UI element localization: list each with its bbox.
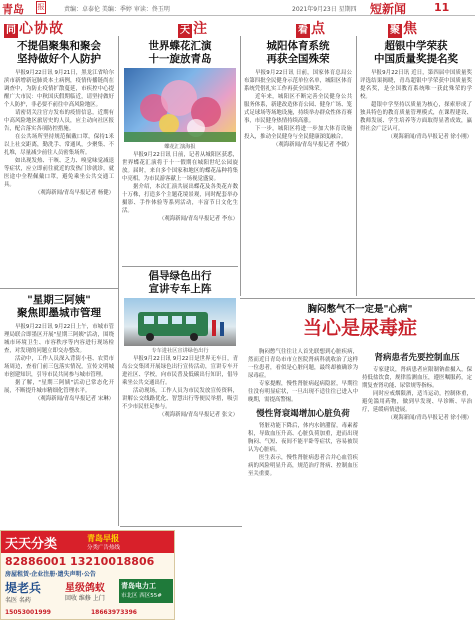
article-chengyang-sports bbox=[244, 40, 352, 149]
editor-info: 责编：卓泰伦 美编：季婷 审读：佟玉明 bbox=[64, 6, 170, 13]
banner-tianzhu: 天 注 bbox=[180, 21, 208, 37]
feature-kicker: 胸闷憋气不一定是"心病" bbox=[307, 304, 413, 315]
paragraph: 活动现场，工作人员为市民发放宣传资料，讲解公交线路优化、智慧出行等便民举措，吸引不少市民驻足参与。 bbox=[122, 388, 238, 410]
ad-left-title: 堤老兵 bbox=[5, 581, 42, 595]
classified-ad bbox=[0, 530, 175, 620]
byline: （观海新闻/青岛早报记者 宋琳） bbox=[35, 396, 114, 403]
ad-phone-1: 15053001999 bbox=[5, 609, 51, 616]
ad-title: 天天分类 bbox=[5, 537, 58, 552]
paragraph: 专家建议，肾病患者应限制钠盐摄入，保持低盐饮食，规律监测血压，遵医嘱服药，定期复查肾功能、尿常规等指标。 bbox=[362, 367, 472, 389]
ad-phones: 82886001 13210018806 bbox=[5, 555, 155, 568]
headline: "星期三阿姨" 聚焦即墨城市管理 bbox=[17, 294, 101, 319]
headline: 倡导绿色出行 宣讲专车上阵 bbox=[148, 270, 212, 295]
banner-tongxin: 同 心协故 bbox=[6, 21, 64, 37]
butterfly-flower-photo bbox=[124, 68, 236, 142]
ad-hotline-label: 分类广告热线 bbox=[87, 545, 121, 551]
headline: 不提倡聚集和聚会 坚持做好个人防护 bbox=[17, 40, 101, 65]
photo-caption: 专车进社区宣讲绿色出行 bbox=[151, 348, 209, 354]
paragraph: 超银中学坚持以质量为核心，探索形成了独具特色的教育质量管理模式，在课程建设、教师发展、学生培养等方面取得显著成效，赢得社会广泛认可。 bbox=[360, 102, 472, 133]
paragraph: 早报9月22日讯 日前，国家体育总局公布第四批全民健身示范单位名单，城阳区体育系统凭借扎实工作再获全国殊荣。 bbox=[244, 70, 352, 93]
paragraph: 同时应戒烟限酒，适当运动，控制体重，避免滥用药物，做到早发现、早诊断、早治疗，延缓病情进展。 bbox=[362, 391, 472, 413]
subheading: 肾病患者先要控制血压 bbox=[374, 353, 460, 363]
paragraph: 早报9月22日讯 9月22日上午，市城市管理局联合即墨区开展"星期三阿姨"活动，围绕城市环境卫生、市容秩序等内容进行现场检查，对发现的问题立即交办整改。 bbox=[4, 324, 114, 355]
byline: （观海新闻/青岛早报记者 徐小刚） bbox=[387, 134, 472, 141]
section-title: 短新闻 bbox=[370, 2, 407, 16]
paragraph: 专家提醒，慢性肾脏病起病隐匿，早期往往没有明显症状，一旦出现不适往往已进入中晚期，需提高警惕。 bbox=[248, 381, 358, 403]
paragraph: 如出现发热、干咳、乏力、嗅觉味觉减退等症状，应立即前往就近的发热门诊就诊，就医途中全程佩戴口罩，避免乘坐公共交通工具。 bbox=[4, 158, 114, 189]
banner-kandian: 看 点 bbox=[298, 21, 326, 37]
paragraph: 肾脏功能下降后，体内水钠潴留，毒素蓄积，导致血压升高、心脏负荷加重，进而出现胸闷、气短、夜间不能平卧等症状，容易被误认为心脏病。 bbox=[248, 423, 358, 453]
feature-headline: 当心是尿毒症 bbox=[302, 317, 417, 340]
ad-mid-sub: 回收 维修 上门 bbox=[65, 595, 105, 602]
paragraph: 胸闷憋气往往让人首先联想到心脏疾病，然而近日青岛市市立医院肾病科就收治了这样一位患者，看似是心脏问题，最终却被确诊为尿毒症。 bbox=[248, 349, 358, 379]
ad-mid-title: 星级鸽蚁 bbox=[65, 583, 105, 594]
headline: 超银中学荣获 中国质量奖提名奖 bbox=[374, 40, 458, 65]
byline: （观海新闻/青岛早报记者 李媛） bbox=[273, 142, 352, 149]
paragraph: 早报9月22日讯 近日，第四届中国质量奖评选结果揭晓，青岛超银中学荣获中国质量奖提名奖，是全国教育系统唯一获此殊荣的学校。 bbox=[360, 70, 472, 101]
ad-services: 房屋租赁·企业注册·遗失声明·公告 bbox=[5, 571, 96, 578]
ad-brand: 青岛早报 bbox=[87, 534, 119, 543]
paragraph: 在公共场所坚持规范佩戴口罩，保持1米以上社交距离，勤洗手、常通风，少聚集、不扎堆，尽量减少前往人员密集场所。 bbox=[4, 134, 114, 157]
paragraph: 医生表示，慢性肾脏病患者合并心血管疾病的风险明显升高，规范治疗肾病、控制血压至关重要。 bbox=[248, 455, 358, 477]
byline: （观海新闻/青岛早报记者 李东） bbox=[159, 216, 238, 222]
paragraph: 下一步，城阳区将进一步加大体育设施投入，推动全民健身与全民健康深度融合。 bbox=[244, 126, 352, 141]
subheading: 慢性肾衰竭增加心脏负荷 bbox=[256, 409, 350, 419]
bus-event-photo bbox=[124, 298, 236, 346]
article-chaoyin-school bbox=[360, 40, 472, 141]
article-butterfly-flower bbox=[122, 40, 238, 65]
banner-jujiao: 聚 焦 bbox=[390, 21, 418, 37]
ad-left-sub: 名医 名药 bbox=[5, 597, 31, 604]
paragraph: 早报9月22日讯 9月21日，黑龙江省哈尔滨市新增新冠肺炎本土病例，疫情传播链尚在调查中，为防止疫情扩散蔓延，市疾控中心提醒广大市民：中秋国庆假期临近，请坚持做好个人防护，非必要不前往中高风险地区。 bbox=[4, 70, 114, 109]
headline: 世界蝶花汇演 十一旋放青岛 bbox=[148, 40, 212, 65]
newspaper-logo: 青岛 bbox=[2, 3, 24, 16]
photo-caption: 蝶花汇演海报 bbox=[164, 144, 196, 150]
ad-phone-2: 18663973396 bbox=[91, 609, 137, 616]
byline: （观海新闻/青岛早报记者 杨健） bbox=[35, 190, 114, 197]
paragraph: 早报9月22日讯 9月22日是世界无车日，青岛公交集团开展绿色出行宣传活动，宣讲专车开进社区、学校，向市民普及低碳出行知识，倡导乘坐公共交通出行。 bbox=[122, 356, 238, 386]
ad-right-box: 青岛电力工 市北区 西区55# bbox=[119, 579, 173, 603]
masthead bbox=[0, 0, 475, 16]
logo-badge: 报 bbox=[36, 1, 46, 14]
byline: （观海新闻/青岛早报记者 张文） bbox=[159, 412, 238, 418]
issue-date: 2021年9月23日 星期四 bbox=[292, 6, 357, 13]
paragraph: 据介绍，本次汇演共展出蝶花及各类花卉数十万株，打造多个主题花境景观，同时配套举办摄影、手作体验等系列活动，丰富节日文化生活。 bbox=[122, 184, 238, 214]
paragraph: 请密切关注官方发布的疫情信息，近期有中高风险地区旅居史的人员，应主动向社区报告，配合落实各项防控措施。 bbox=[4, 110, 114, 133]
byline: （观海新闻/青岛早报记者 徐小刚） bbox=[387, 415, 472, 421]
feature-uremia bbox=[248, 304, 472, 340]
paragraph: 据了解，"星期三阿姨"活动已常态化开展，不断提升城市精细化管理水平。 bbox=[4, 380, 114, 395]
paragraph: 活动中，工作人员深入背街小巷、农贸市场周边，查看门前三包落实情况，宣传文明城市创建知识，引导市民共同参与城市管理。 bbox=[4, 356, 114, 379]
paragraph: 早报9月22日讯 日前，记者从城阳区获悉，世界蝶花汇演将于十一假期在城阳世纪公园旋放。届时，来自多个国家和地区的蝶花品种将集中亮相，为市民游客献上一场视觉盛宴。 bbox=[122, 152, 238, 182]
article-green-travel bbox=[122, 270, 238, 295]
page-number: 11 bbox=[434, 1, 450, 14]
article-city-management bbox=[4, 294, 114, 403]
article-prevention bbox=[4, 40, 114, 197]
paragraph: 近年来，城阳区不断完善全民健身公共服务体系，新建改造体育公园、健身广场、笼式足球场等场地设施，持续举办群众性体育赛事，市民健身热情持续高涨。 bbox=[244, 94, 352, 125]
headline: 城阳体育系统 再获全国殊荣 bbox=[266, 40, 330, 65]
